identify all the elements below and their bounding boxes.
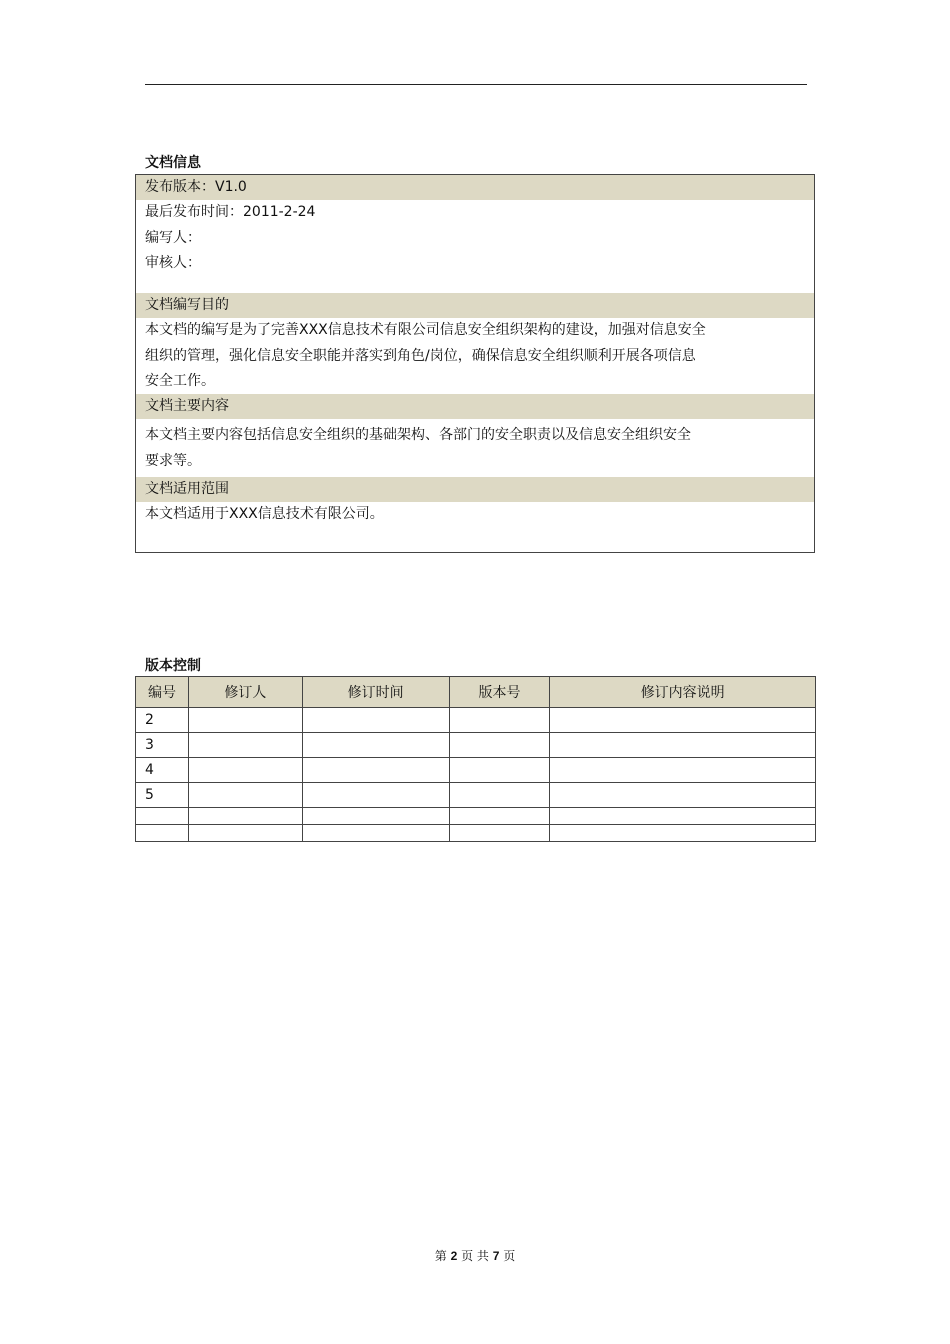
cell <box>302 825 449 842</box>
purpose-line: 组织的管理，强化信息安全职能并落实到角色/岗位，确保信息安全组织顺利开展各项信息 <box>145 347 696 364</box>
cell <box>188 808 302 825</box>
header-rule <box>145 84 807 85</box>
footer-total-pages: 7 <box>492 1249 500 1263</box>
cell <box>302 758 449 783</box>
page-footer <box>0 1247 950 1264</box>
cell <box>550 758 816 783</box>
table-header-row <box>136 677 816 708</box>
footer-suffix: 页 <box>503 1249 516 1263</box>
cell <box>449 783 550 808</box>
row-number <box>136 808 189 825</box>
version-label: 发布版本：V1.0 <box>136 175 814 200</box>
cell <box>449 808 550 825</box>
table-row <box>136 708 816 733</box>
cell <box>449 708 550 733</box>
col-header-number: 编号 <box>136 677 189 708</box>
purpose-heading: 文档编写目的 <box>136 293 814 318</box>
reviewer-field: 审核人： <box>145 255 201 271</box>
col-header-version: 版本号 <box>449 677 550 708</box>
row-number: 3 <box>136 733 189 758</box>
cell <box>302 733 449 758</box>
content-line: 本文档主要内容包括信息安全组织的基础架构、各部门的安全职责以及信息安全组织安全 <box>145 427 691 443</box>
footer-prefix: 第 <box>434 1249 447 1263</box>
doc-info-table <box>135 174 815 553</box>
scope-line: 本文档适用于XXX信息技术有限公司。 <box>145 506 384 522</box>
table-row <box>136 758 816 783</box>
cell <box>449 758 550 783</box>
row-number: 4 <box>136 758 189 783</box>
scope-body <box>136 502 814 552</box>
content-body <box>136 419 814 477</box>
content-heading: 文档主要内容 <box>136 394 814 419</box>
purpose-line: 本文档的编写是为了完善XXX信息技术有限公司信息安全组织架构的建设，加强对信息安全 <box>145 322 706 338</box>
info-meta <box>136 200 814 293</box>
author-field: 编写人： <box>145 229 201 246</box>
cell <box>188 733 302 758</box>
cell <box>188 758 302 783</box>
scope-heading: 文档适用范围 <box>136 477 814 502</box>
cell <box>188 825 302 842</box>
version-control-title: 版本控制 <box>145 658 201 674</box>
purpose-body <box>136 318 814 394</box>
cell <box>188 783 302 808</box>
row-number <box>136 825 189 842</box>
cell <box>550 808 816 825</box>
col-header-description: 修订内容说明 <box>550 677 816 708</box>
cell <box>550 708 816 733</box>
content-line: 要求等。 <box>145 452 201 469</box>
row-number: 5 <box>136 783 189 808</box>
row-number: 2 <box>136 708 189 733</box>
table-row <box>136 808 816 825</box>
version-control-table <box>135 676 816 842</box>
table-row <box>136 733 816 758</box>
cell <box>449 825 550 842</box>
purpose-line: 安全工作。 <box>145 373 215 389</box>
footer-middle: 页 共 <box>461 1249 489 1263</box>
cell <box>550 783 816 808</box>
cell <box>188 708 302 733</box>
col-header-reviser: 修订人 <box>188 677 302 708</box>
cell <box>449 733 550 758</box>
col-header-revision-time: 修订时间 <box>302 677 449 708</box>
release-time: 最后发布时间：2011-2-24 <box>145 204 316 220</box>
doc-info-title: 文档信息 <box>145 155 201 171</box>
cell <box>550 825 816 842</box>
footer-page-number: 2 <box>450 1249 458 1263</box>
table-row <box>136 825 816 842</box>
cell <box>302 808 449 825</box>
table-row <box>136 783 816 808</box>
cell <box>550 733 816 758</box>
cell <box>302 783 449 808</box>
cell <box>302 708 449 733</box>
